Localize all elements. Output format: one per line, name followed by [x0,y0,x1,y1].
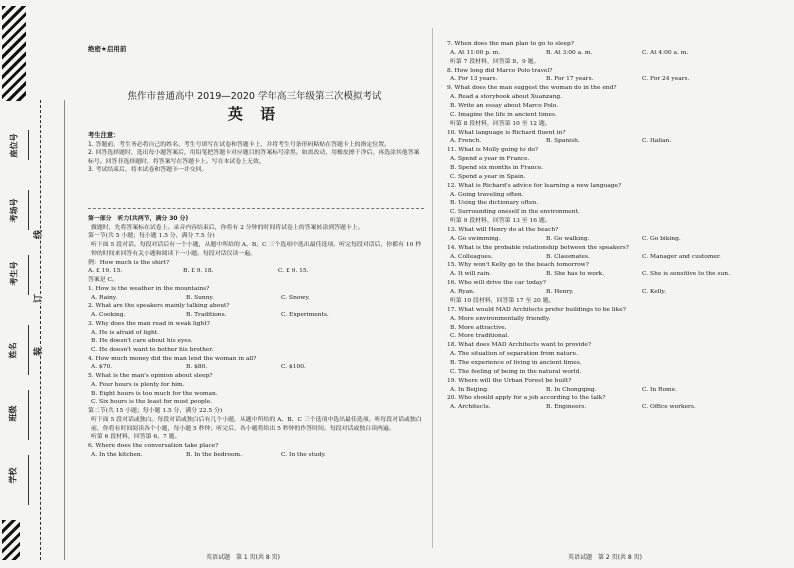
question-text: 4. How much money did the man lend the woman in all? [88,355,257,362]
page-divider [432,28,433,548]
margin-line [64,100,65,560]
option: A. Cooking. [91,312,126,319]
question-text: 1. How is the weather in the mountains? [88,285,210,292]
stripe-pattern-bottom [2,520,20,560]
option: A. It will rain. [450,271,492,278]
option: C. $100. [281,364,306,371]
material-note: 听第 9 段材料，回答第 13 至 16 题。 [450,218,551,225]
option: B. For 17 years. [546,76,594,83]
part1-intro: 做题时，先将答案标在试卷上。录音内容结束后，你将有 2 分钟的时间将试卷上的答案转涂到答题卡上。 [91,224,364,231]
option: A. More environmentally friendly. [450,315,551,322]
question-list-right [447,40,789,412]
label-class: 班级 [8,405,18,422]
option: B. Spend six months in France. [450,165,544,172]
example-question: 例：How much is the shirt? [88,259,170,266]
question-text: 2. What are the speakers mainly talking about? [88,303,230,310]
part1-section [88,215,426,460]
material-note: 听第 6 段材料，回答第 6、7 题。 [91,434,181,441]
question-text: 3. Why does the man read in weak light? [88,320,210,327]
option: B. Write an essay about Marco Polo. [450,103,559,110]
options-row [447,75,789,84]
option: A. At 11:00 p. m. [450,49,501,56]
material-note: 听第 10 段材料，回答第 17 至 20 题。 [450,297,555,304]
option: B. He doesn't care about his eyes. [91,338,193,345]
note-item: 2. 回答选择题时，选出每小题答案后，用铅笔把答题卡对应题目的答案标号涂黑。如需改动，用橡皮擦干净后，再选涂其他答案标号。回答非选择题时，将答案写在答题卡上。写在本试卷上无效。 [88,150,420,165]
option: C. At 4:00 a. m. [642,49,689,56]
option: C. Manager and customer. [642,253,721,260]
option: B. The experience of living in ancient times. [450,359,582,366]
question-text: 11. What is Molly going to do? [447,147,539,154]
option: A. In the kitchen. [91,451,143,458]
material-note: 听第 7 段材料，回答第 8、9 题。 [450,58,540,65]
exam-notes [88,132,424,174]
option: C. In Rome. [642,386,677,393]
question-text: 18. What does MAD Architects want to provide? [447,342,592,349]
option: A. Spend a year in France. [450,156,530,163]
question-text: 7. When does the man plan to go to sleep? [447,41,574,47]
material-note: 听第 8 段材料，回答第 10 至 12 题。 [450,120,551,127]
option: B. Henry. [546,289,574,296]
confidential-mark: 绝密★启用前 [88,45,127,53]
options-row [447,253,789,262]
option: B. Classmates. [546,253,590,260]
option: C. Experiments. [281,312,329,319]
option: A. French. [450,138,482,145]
option: B. $80. [186,364,208,371]
question-text: 12. What is Richard's advice for learning a new language? [447,182,622,189]
option: C. Imagine the life in ancient times. [450,111,557,118]
question-list-b [88,442,426,459]
option: A. £ 19. 15. [88,268,123,275]
option: B. At 3:00 a. m. [546,49,593,56]
option: C. Kelly. [642,289,666,296]
question-text: 20. Who should apply for a job according to the talk? [447,395,606,402]
options-row [88,311,426,320]
option: A. Rainy. [91,294,118,301]
option: A. $70. [91,364,113,371]
cut-mark-line: 线 [31,230,44,239]
option: B. Traditions. [186,312,227,319]
option: A. Read a storybook about Xuanzang. [450,94,563,101]
section1-intro: 听下面 5 段对话。每段对话后有一个小题，从题中所给的 A、B、C 三个选项中选出最佳选项。听完每段对话后，你都有 10 秒钟的时间来回答有关小题和阅读下一小题。每段对话仅读一遍。 [91,242,422,257]
options-row [447,386,789,395]
option: A. Ryan. [450,289,475,296]
options-row [88,363,426,372]
stripe-pattern [2,6,26,101]
option: C. He doesn't want to bother his brother. [91,347,214,354]
question-text: 19. Where will the Urban Forest be built? [447,377,572,384]
option: C. She is sensitive to the sun. [642,271,730,278]
option: B. More attractive. [450,324,507,331]
option: A. Architects. [450,404,491,411]
note-item: 1. 答题前，考生务必将自己的姓名、考生号填写在试卷和答题卡上，并将考生号条形码粘贴在答题卡上的指定位置。 [88,141,391,148]
label-name: 姓名 [8,342,18,359]
option: C. In the study. [281,451,326,458]
question-text: 9. What does the man suggest the woman do in the end? [447,85,617,92]
label-exam-no: 考生号 [9,261,19,286]
option: B. She has to work. [546,271,605,278]
options-row [447,235,789,244]
question-text: 10. What language is Richard fluent in? [447,129,566,136]
option: C. Italian. [642,138,672,145]
option: B. Engineers. [546,404,587,411]
option: C. Snowy. [281,294,310,301]
exam-title: 焦作市普通高中 2019—2020 学年高三年级第三次模拟考试 [127,91,382,102]
options-row [447,288,789,297]
question-text: 15. Why won't Kelly go to the beach tomorrow? [447,262,589,269]
example-options [88,267,426,276]
option: B. £ 9. 18. [183,268,214,275]
question-text: 6. Where does the conversation take place? [88,443,219,450]
question-text: 16. Who will drive the car today? [447,280,546,287]
option: A. He is afraid of light. [91,329,159,336]
label-seat-no: 座位号 [9,133,19,158]
cut-mark-bind: 装 [31,347,44,356]
option: C. For 24 years. [642,76,690,83]
options-row [447,270,789,279]
question-text: 14. What is the probable relationship between the speakers? [447,244,629,251]
option: B. In Chongqing. [546,386,597,393]
option: C. More traditional. [450,333,510,340]
question-text: 8. How long did Marco Polo travel? [447,67,553,74]
footer-left: 英语试题 第 1 页(共 8 页) [206,554,280,561]
option: B. In the bedroom. [186,451,242,458]
option: C. £ 9. 15. [278,268,309,275]
label-room-no: 考场号 [9,198,19,223]
option: B. Go walking. [546,235,590,242]
options-row [88,294,426,303]
section2-heading: 第二节(共 15 小题；每小题 1.5 分，满分 22.5 分) [88,408,223,415]
option: A. In Beijing. [450,386,489,393]
option: C. Office workers. [642,404,696,411]
question-text: 13. What will Henry do at the beach? [447,227,559,234]
option: A. Go swimming. [450,235,501,242]
divider-rule [88,208,424,209]
subject-title: 英 语 [227,105,282,123]
binding-strip [0,0,70,568]
option: A. Colleagues. [450,253,493,260]
part1-heading: 第一部分 听力(共两节，满分 30 分) [88,216,189,222]
option: B. Spanish. [546,138,580,145]
option: B. Eight hours is too much for the woman. [91,390,218,397]
options-row [447,137,789,146]
example-answer: 答案是 C。 [88,277,118,284]
section2-intro: 听下面 5 段对话或独白。每段对话或独白后有几个小题，从题中所给的 A、B、C 三个选项中选出最佳选项。听每段对话或独白前，你将有时间阅读各个小题，每小题 5 秒钟；听完后，各小题将给出 5 秒钟的作答时间。每段对话或独白读两遍。 [91,416,422,432]
option: C. Surrounding oneself in the environment. [450,209,580,216]
notes-heading: 考生注意： [88,132,120,139]
options-row [447,403,789,412]
footer-right: 英语试题 第 2 页(共 8 页) [568,554,642,561]
cut-line [40,100,41,560]
question-text: 17. What would MAD Architects prefer buildings to be like? [447,306,626,313]
option: A. Four hours is plenty for him. [91,381,185,388]
option: C. Spend a year in Spain. [450,173,526,180]
option: B. Sunny. [186,294,214,301]
question-list-a [88,285,426,407]
option: C. The feeling of being in the natural world. [450,368,582,375]
cut-mark-staple: 订 [31,294,44,303]
option: A. The situation of separation from nature. [450,351,578,358]
question-text: 5. What is the man's opinion about sleep? [88,373,213,380]
option: A. For 13 years. [450,76,498,83]
options-row [447,49,789,58]
option: B. Using the dictionary often. [450,200,539,207]
label-school: 学校 [8,467,18,484]
options-row [88,451,426,460]
section1-heading: 第一节(共 5 小题；每小题 1.5 分，满分 7.5 分) [88,233,215,240]
note-item: 3. 考试结束后，将本试卷和答题卡一并交回。 [88,167,208,174]
option: A. Going traveling often. [450,191,524,198]
option: C. Go biking. [642,235,681,242]
option: C. Six hours is the least for most people. [91,399,213,406]
